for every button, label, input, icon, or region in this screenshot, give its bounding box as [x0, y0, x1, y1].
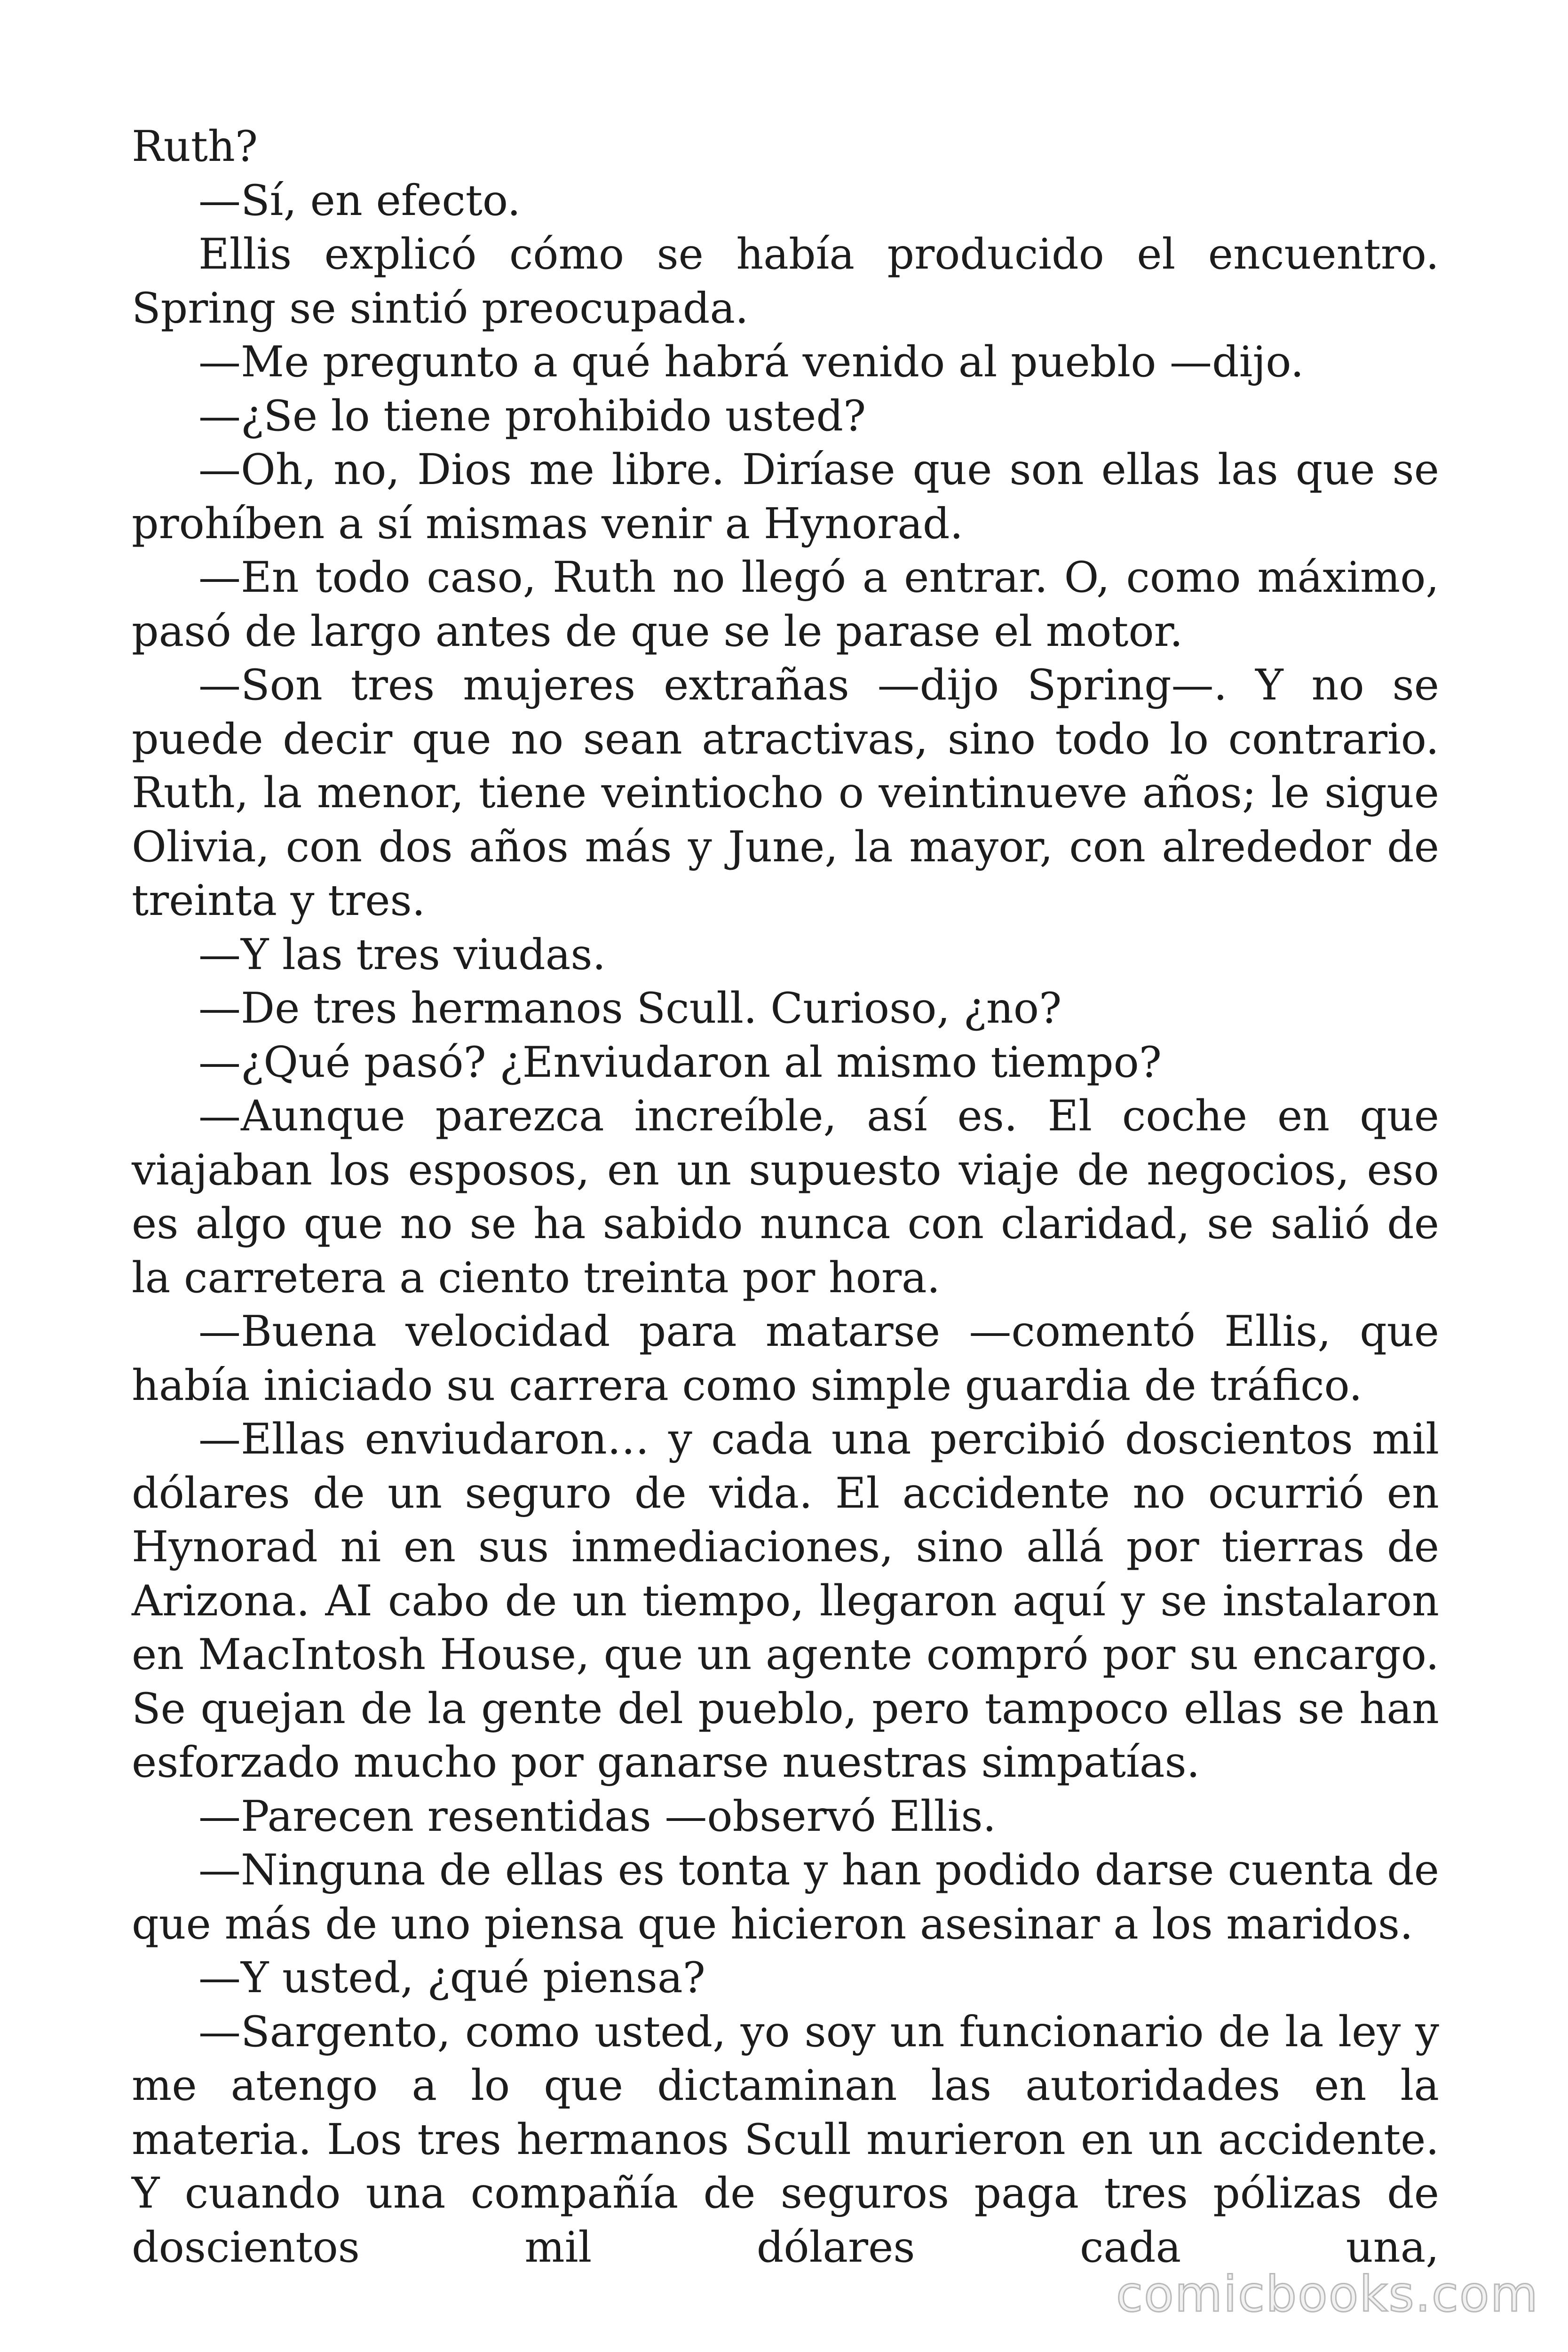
paragraph: Ruth?: [132, 122, 258, 171]
paragraph: —Sargento, como usted, yo soy un funcionario de la ley y me atengo a lo que dictaminan las autoridades en la materia. Los tres hermanos Scull murieron en un accidente. Y cuando una compañía de seguros paga tres pólizas de doscientos mil dólares cada una,: [132, 2007, 1439, 2272]
paragraph: Ellis explicó cómo se había producido el encuentro. Spring se sintió preocupada.: [132, 230, 1439, 333]
paragraph: —Y las tres viudas.: [198, 930, 606, 979]
paragraph: —Ninguna de ellas es tonta y han podido darse cuenta de que más de uno piensa que hicieron asesinar a los maridos.: [132, 1845, 1439, 1949]
paragraph: —Oh, no, Dios me libre. Diríase que son ellas las que se prohíben a sí mismas venir a Hynorad.: [132, 445, 1439, 548]
paragraph: —Buena velocidad para matarse —comentó Ellis, que había iniciado su carrera como simple guardia de tráfico.: [132, 1307, 1439, 1410]
paragraph: —De tres hermanos Scull. Curioso, ¿no?: [198, 984, 1062, 1033]
watermark: comicbooks.com: [1116, 2265, 1539, 2323]
paragraph: —Parecen resentidas —observó Ellis.: [198, 1791, 997, 1841]
paragraph: —Y usted, ¿qué piensa?: [198, 1953, 705, 2002]
paragraph: —Sí, en efecto.: [198, 175, 521, 225]
paragraph: —En todo caso, Ruth no llegó a entrar. O, como máximo, pasó de largo antes de que se le parase el motor.: [132, 553, 1439, 656]
paragraph: —Son tres mujeres extrañas —dijo Spring—. Y no se puede decir que no sean atractivas, sino todo lo contrario. Ruth, la menor, tiene veintiocho o veintinueve años; le sigue Olivia, con dos años más y June, la mayor, con alrededor de treinta y tres.: [132, 660, 1439, 925]
paragraph: —Me pregunto a qué habrá venido al pueblo —dijo.: [198, 337, 1304, 387]
paragraph: —Aunque parezca increíble, así es. El coche en que viajaban los esposos, en un supuesto viaje de negocios, eso es algo que no se ha sabido nunca con claridad, se salió de la carretera a ciento treinta por hora.: [132, 1091, 1439, 1303]
paragraph: —¿Se lo tiene prohibido usted?: [198, 391, 866, 441]
page-text-body: [132, 120, 1439, 2274]
paragraph: —Ellas enviudaron… y cada una percibió doscientos mil dólares de un seguro de vida. El accidente no ocurrió en Hynorad ni en sus inmediaciones, sino allá por tierras de Arizona. AI cabo de un tiempo, llegaron aquí y se instalaron en MacIntosh House, que un agente compró por su encargo. Se quejan de la gente del pueblo, pero tampoco ellas se han esforzado mucho por ganarse nuestras simpatías.: [132, 1414, 1439, 1787]
paragraph: —¿Qué pasó? ¿Enviudaron al mismo tiempo?: [198, 1037, 1162, 1087]
